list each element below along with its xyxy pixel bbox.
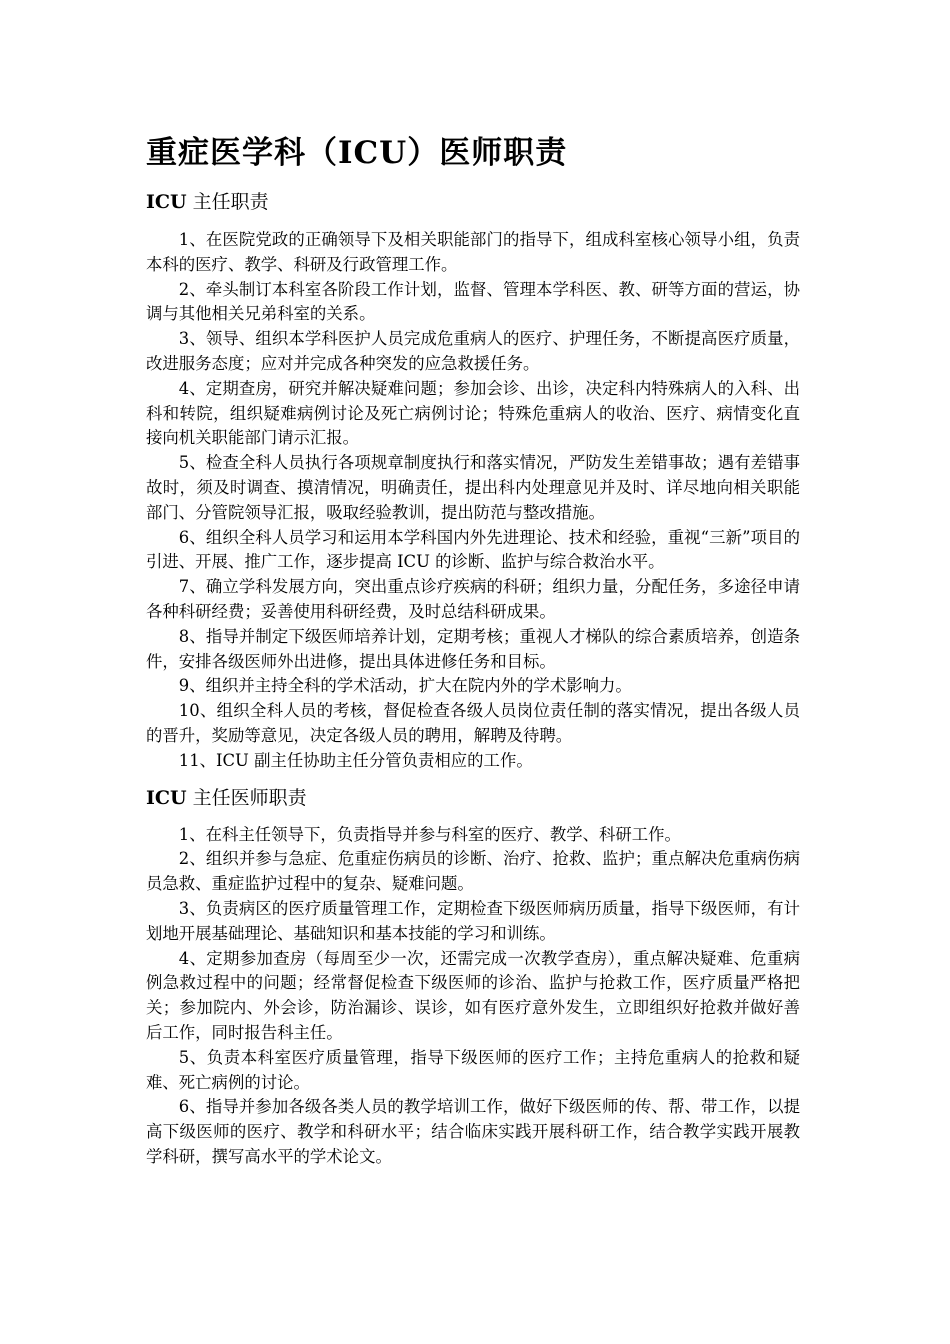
duty-paragraph: 10、组织全科人员的考核，督促检查各级人员岗位责任制的落实情况，提出各级人员的晋升，奖励等意见，决定各级人员的聘用，解聘及待聘。 bbox=[146, 701, 800, 745]
duty-paragraph: 1、在医院党政的正确领导下及相关职能部门的指导下，组成科室核心领导小组，负责本科的医疗、教学、科研及行政管理工作。 bbox=[146, 230, 800, 274]
duty-paragraph: 3、负责病区的医疗质量管理工作，定期检查下级医师病历质量，指导下级医师，有计划地开展基础理论、基础知识和基本技能的学习和训练。 bbox=[146, 898, 800, 943]
duty-paragraph: 2、组织并参与急症、危重症伤病员的诊断、治疗、抢救、监护；重点解决危重病伤病员急救、重症监护过程中的复杂、疑难问题。 bbox=[146, 849, 800, 894]
duty-paragraph: 2、牵头制订本科室各阶段工作计划，监督、管理本学科医、教、研等方面的营运，协调与其他相关兄弟科室的关系。 bbox=[146, 279, 800, 324]
section-heading bbox=[146, 188, 800, 216]
duty-paragraph: 11、ICU 副主任协助主任分管负责相应的工作。 bbox=[178, 750, 533, 770]
duty-paragraph: 7、确立学科发展方向，突出重点诊疗疾病的科研；组织力量，分配任务，多途径申请各种科研经费；妥善使用科研经费，及时总结科研成果。 bbox=[146, 577, 800, 621]
duty-paragraph: 5、负责本科室医疗质量管理，指导下级医师的医疗工作；主持危重病人的抢救和疑难、死亡病例的讨论。 bbox=[146, 1047, 800, 1092]
section-heading-text: 主任职责 bbox=[186, 191, 269, 213]
section-heading-prefix: ICU bbox=[146, 786, 187, 809]
section-heading bbox=[146, 784, 800, 812]
duty-paragraph: 4、定期参加查房（每周至少一次，还需完成一次教学查房），重点解决疑难、危重病例急救过程中的问题；经常督促检查下级医师的诊治、监护与抢救工作，医疗质量严格把关；参加院内、外会诊，防治漏诊、误诊，如有医疗意外发生，立即组织好抢救并做好善后工作，同时报告科主任。 bbox=[146, 948, 800, 1042]
duty-paragraph: 1、在科主任领导下，负责指导并参与科室的医疗、教学、科研工作。 bbox=[178, 824, 681, 844]
duty-paragraph: 8、指导并制定下级医师培养计划，定期考核；重视人才梯队的综合素质培养，创造条件，安排各级医师外出进修，提出具体进修任务和目标。 bbox=[146, 626, 800, 671]
section-heading-text: 主任医师职责 bbox=[186, 786, 307, 809]
section-director-duties bbox=[146, 188, 800, 774]
duty-paragraph: 3、领导、组织本学科医护人员完成危重病人的医疗、护理任务，不断提高医疗质量，改进服务态度；应对并完成各种突发的应急救援任务。 bbox=[146, 329, 800, 373]
duty-paragraph: 5、检查全科人员执行各项规章制度执行和落实情况，严防发生差错事故；遇有差错事故时，须及时调查、摸清情况，明确责任，提出科内处理意见并及时、详尽地向相关职能部门、分管院领导汇报，吸取经验教训，提出防范与整改措施。 bbox=[146, 453, 800, 522]
section-heading-prefix: ICU bbox=[146, 191, 187, 213]
duty-paragraph: 6、指导并参加各级各类人员的教学培训工作，做好下级医师的传、帮、带工作，以提高下级医师的医疗、教学和科研水平；结合临床实践开展科研工作，结合教学实践开展教学科研，撰写高水平的学术论文。 bbox=[146, 1097, 800, 1166]
duty-paragraph: 6、组织全科人员学习和运用本学科国内外先进理论、技术和经验，重视“三新”项目的引进、开展、推广工作，逐步提高 ICU 的诊断、监护与综合救治水平。 bbox=[146, 527, 800, 572]
duty-paragraph: 9、组织并主持全科的学术活动，扩大在院内外的学术影响力。 bbox=[178, 676, 632, 696]
duty-paragraph: 4、定期查房，研究并解决疑难问题；参加会诊、出诊，决定科内特殊病人的入科、出科和转院，组织疑难病例讨论及死亡病例讨论；特殊危重病人的收治、医疗、病情变化直接向机关职能部门请示汇报。 bbox=[146, 378, 800, 448]
document-page bbox=[146, 128, 800, 1170]
section-chief-physician-duties bbox=[146, 784, 800, 1170]
document-title: 重症医学科（ICU）医师职责 bbox=[146, 135, 568, 171]
